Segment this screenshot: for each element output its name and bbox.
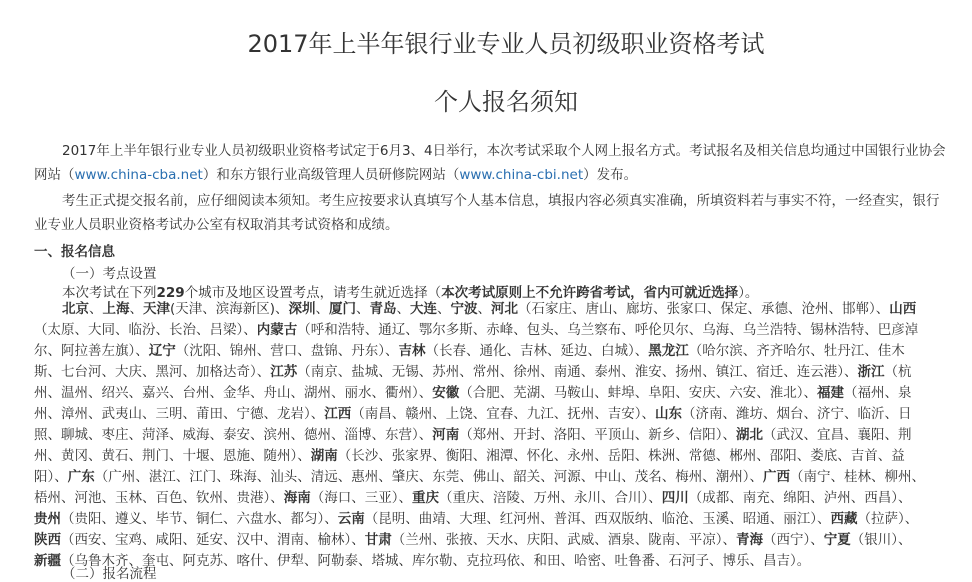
province-name: 西藏	[830, 511, 858, 527]
china-cbi-link[interactable]: www.china-cbi.net	[459, 167, 584, 183]
province-name: 山西	[889, 301, 917, 317]
city-list: （西宁）、	[763, 532, 824, 548]
region-line	[34, 446, 972, 467]
city-list: 斯、七台河、大庆、黑河、加格达奇）、	[34, 364, 271, 380]
province-name: 广西	[763, 469, 790, 485]
cross-province-rule: 本次考试原则上不允许跨省考试，省内可就近选择	[441, 285, 739, 301]
province-name: 宁波	[450, 301, 478, 317]
city-list: （长沙、张家界、衡阳、湘潭、怀化、永州、岳阳、株洲、常德、郴州、邵阳、娄底、吉首、益	[337, 448, 905, 464]
region-line	[34, 320, 972, 341]
province-name: 天津	[143, 301, 170, 317]
city-list: 、	[89, 301, 103, 317]
city-list: （拉萨）、	[857, 511, 919, 527]
province-name: 黑龙江	[648, 343, 689, 359]
city-list: 梧州、河池、玉林、百色、钦州、贵港）、	[34, 490, 284, 506]
notice-line-1: 考生正式提交报名前，应仔细阅读本须知。考生应按要求认真填写个人基本信息，填报内容必须真实准确，所填资料若与事实不符，一经查实，银行	[62, 193, 940, 209]
province-name: 河南	[432, 427, 460, 443]
city-list: （成都、南充、绵阳、泸州、西昌）、	[688, 490, 912, 506]
city-list: （贵阳、遵义、毕节、铜仁、六盘水、都匀）、	[61, 511, 338, 527]
city-list: 、	[396, 301, 411, 317]
region-line	[34, 299, 972, 320]
subsection-exam-sites: （一）考点设置	[62, 266, 157, 282]
notice-line-2: 业专业人员职业资格考试办公室有权取消其考试资格和成绩。	[34, 217, 399, 233]
city-list: 、	[356, 301, 370, 317]
province-name: 大连	[410, 301, 438, 317]
intro-text-b: ）和东方银行业高级管理人员研修院网站（	[202, 167, 460, 183]
intro-line-2	[34, 163, 972, 187]
province-name: 四川	[661, 490, 689, 506]
region-line	[34, 404, 972, 425]
city-list: （呼和浩特、通辽、鄂尔多斯、赤峰、包头、乌兰察布、呼伦贝尔、乌海、乌兰浩特、锡林浩特、巴彦淖	[297, 322, 919, 338]
city-list: （南宁、桂林、柳州、	[790, 469, 925, 485]
city-list: (天津、滨海新区)、	[170, 301, 289, 317]
city-list: （武汉、宜昌、襄阳、荆	[763, 427, 912, 443]
city-list: （银川）、	[850, 532, 912, 548]
province-name: 厦门	[329, 301, 357, 317]
city-list: （重庆、涪陵、万州、永川、合川）、	[439, 490, 662, 506]
region-line	[34, 467, 972, 488]
intro-text-c: ）发布。	[583, 167, 638, 183]
province-name: 河北	[491, 301, 519, 317]
province-name: 云南	[337, 511, 365, 527]
province-name: 甘肃	[364, 532, 392, 548]
city-list: （合肥、芜湖、马鞍山、蚌埠、阜阳、安庆、六安、淮北）、	[459, 385, 817, 401]
city-list: （沈阳、锦州、营口、盘锦、丹东）、	[175, 343, 399, 359]
province-name: 浙江	[857, 364, 885, 380]
province-name: 吉林	[398, 343, 426, 359]
city-list: （哈尔滨、齐齐哈尔、牡丹江、佳木	[688, 343, 905, 359]
city-list: 阳）、	[34, 469, 68, 485]
province-name: 陕西	[34, 532, 61, 548]
city-list: （济南、潍坊、烟台、济宁、临沂、日	[682, 406, 912, 422]
intro-text-a: 网站（	[34, 167, 75, 183]
city-list: （石家庄、唐山、廊坊、张家口、保定、承德、沧州、邯郸）、	[518, 301, 890, 317]
intro-part-a: 本次考试在下列	[62, 285, 157, 301]
province-name: 辽宁	[148, 343, 176, 359]
exam-site-intro	[62, 281, 758, 301]
province-name: 海南	[283, 490, 311, 506]
city-list: （郑州、开封、洛阳、平顶山、新乡、信阳）、	[459, 427, 736, 443]
city-list: （广州、湛江、江门、珠海、汕头、清远、惠州、肇庆、东莞、佛山、韶关、河源、中山、茂名、梅州、潮州）、	[94, 469, 763, 485]
intro-line-1: 2017年上半年银行业专业人员初级职业资格考试定于6月3、4日举行，本次考试采取个人网上报名方式。考试报名及相关信息均通过中国银行业协会	[62, 143, 946, 159]
city-list: （海口、三亚）、	[310, 490, 412, 506]
province-name: 新疆	[34, 553, 61, 569]
province-name: 福建	[817, 385, 844, 401]
city-list: （兰州、张掖、天水、庆阳、武威、酒泉、陇南、平凉）、	[391, 532, 736, 548]
province-name: 江苏	[270, 364, 298, 380]
province-name: 宁夏	[823, 532, 851, 548]
region-list	[34, 299, 972, 572]
region-line	[34, 488, 972, 509]
province-name: 贵州	[34, 511, 61, 527]
province-name: 广东	[67, 469, 95, 485]
province-name: 北京	[62, 301, 89, 317]
city-list: （太原、大同、临汾、长治、吕梁）、	[34, 322, 257, 338]
intro-part-c: ）。	[738, 285, 759, 301]
region-line	[34, 362, 972, 383]
region-line	[34, 530, 972, 551]
province-name: 青海	[736, 532, 763, 548]
city-list: 照、聊城、枣庄、菏泽、威海、泰安、滨州、德州、淄博、东营）、	[34, 427, 433, 443]
subsection-registration-process: （二）报名流程	[62, 566, 157, 582]
region-line	[34, 509, 972, 530]
province-name: 深圳	[288, 301, 316, 317]
city-list: （南京、盐城、无锡、苏州、常州、徐州、南通、泰州、淮安、扬州、镇江、宿迁、连云港）、	[297, 364, 858, 380]
province-name: 内蒙古	[256, 322, 298, 338]
intro-paragraph	[34, 139, 972, 187]
page-subtitle: 个人报名须知	[434, 88, 578, 116]
province-name: 江西	[324, 406, 352, 422]
china-cba-link[interactable]: www.china-cba.net	[74, 167, 203, 183]
city-list: （福州、泉	[844, 385, 912, 401]
city-list: （乌鲁木齐、奎屯、阿克苏、喀什、伊犁、阿勒泰、塔城、库尔勒、克拉玛依、和田、哈密、吐鲁番、石河子、博乐、昌吉）。	[61, 553, 811, 569]
section-heading-registration: 一、报名信息	[34, 244, 115, 260]
city-list: 州、漳州、武夷山、三明、莆田、宁德、龙岩）、	[34, 406, 325, 422]
province-name: 青岛	[369, 301, 397, 317]
notice-paragraph	[34, 189, 972, 237]
city-list: 州、黄冈、黄石、荆门、十堰、恩施、随州）、	[34, 448, 311, 464]
province-name: 山东	[655, 406, 682, 422]
city-list: （南昌、赣州、上饶、宜春、九江、抚州、吉安）、	[351, 406, 655, 422]
province-name: 湖南	[310, 448, 338, 464]
region-line	[34, 341, 972, 362]
province-name: 湖北	[736, 427, 763, 443]
province-name: 重庆	[412, 490, 439, 506]
region-line	[34, 425, 972, 446]
province-name: 上海	[102, 301, 130, 317]
city-list: 、	[315, 301, 330, 317]
intro-part-b: 个城市及地区设置考点，请考生就近选择（	[184, 285, 442, 301]
city-list: 、	[477, 301, 492, 317]
region-line	[34, 383, 972, 404]
city-list: （西安、宝鸡、咸阳、延安、汉中、渭南、榆林）、	[61, 532, 365, 548]
city-list: 州、温州、绍兴、嘉兴、台州、金华、舟山、湖州、丽水、衢州）、	[34, 385, 433, 401]
city-list: （杭	[884, 364, 912, 380]
city-list: （昆明、曲靖、大理、红河州、普洱、西双版纳、临沧、玉溪、昭通、丽江）、	[364, 511, 831, 527]
city-count: 229	[156, 285, 185, 301]
city-list: 尔、阿拉善左旗）、	[34, 343, 149, 359]
city-list: 、	[437, 301, 451, 317]
city-list: （长春、通化、吉林、延边、白城）、	[425, 343, 649, 359]
province-name: 安徽	[432, 385, 460, 401]
city-list: 、	[129, 301, 143, 317]
page-title: 2017年上半年银行业专业人员初级职业资格考试	[247, 30, 765, 58]
